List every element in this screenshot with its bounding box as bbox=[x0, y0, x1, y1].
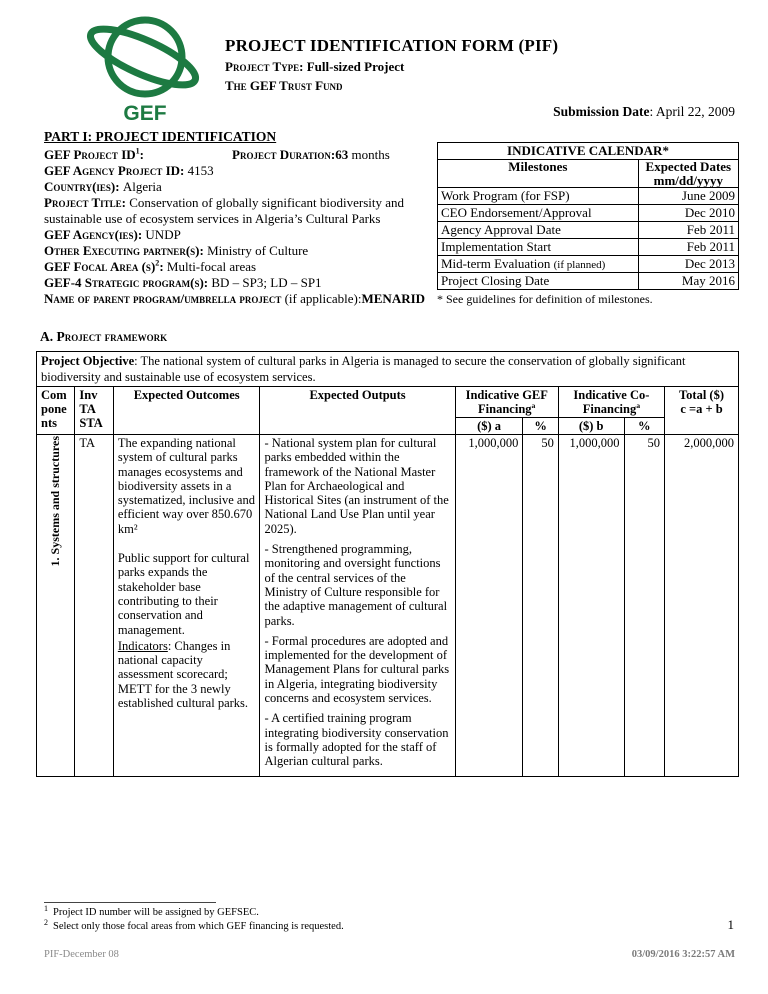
focal-area-value: Multi-focal areas bbox=[166, 259, 257, 274]
trust-fund-line: The GEF Trust Fund bbox=[225, 78, 343, 93]
gef-project-id-colon: : bbox=[139, 147, 145, 162]
project-title-label: Project Title: bbox=[44, 195, 130, 210]
project-framework-table bbox=[36, 351, 739, 777]
gef-project-id-footnote-ref: 1 bbox=[135, 146, 140, 156]
expected-outcomes-cell bbox=[113, 435, 260, 777]
project-objective-text: : The national system of cultural parks in Algeria is managed to secure the conservation of globally significant biodiversity and sustainable use of ecosystem services. bbox=[41, 354, 686, 384]
project-duration-label: Project Duration: bbox=[232, 147, 336, 162]
project-framework bbox=[36, 351, 739, 777]
header-expected-outputs: Expected Outputs bbox=[260, 387, 455, 435]
outcome-paragraph: Public support for cultural parks expands the stakeholder base contributing to their conservation and management. bbox=[117, 551, 250, 637]
gef-financing-text: Indicative GEF Financing bbox=[465, 388, 548, 416]
expected-outputs-cell bbox=[260, 435, 455, 777]
header-pct-2: % bbox=[624, 418, 664, 435]
expected-date: Feb 2011 bbox=[638, 239, 738, 256]
submission-date-value: : April 22, 2009 bbox=[649, 104, 735, 119]
expected-date: Dec 2013 bbox=[638, 256, 738, 273]
agency-project-id-label: GEF Agency Project ID: bbox=[44, 163, 188, 178]
page-number: 1 bbox=[727, 917, 734, 932]
footnote-2-text: Select only those focal areas from which GEF financing is requested. bbox=[53, 921, 344, 932]
part1-heading: PART I: PROJECT IDENTIFICATION bbox=[44, 129, 277, 144]
outcome-indicators bbox=[118, 639, 256, 710]
project-objective-cell bbox=[37, 352, 739, 387]
footer-timestamp: 03/09/2016 3:22:57 AM bbox=[631, 949, 735, 960]
calendar-col-milestones: Milestones bbox=[438, 160, 639, 188]
header-pct-1: % bbox=[523, 418, 558, 435]
output-paragraph: - Formal procedures are adopted and implemented for the development of Management Plans for cultural parks in Algeria, integrating biodiversity concerns and ecosystem services. bbox=[264, 633, 450, 706]
footer-version: PIF-December 08 bbox=[44, 949, 119, 960]
calendar-row bbox=[438, 222, 739, 239]
focal-area-footnote-ref: 2 bbox=[155, 258, 160, 268]
header-inv-ta-sta: Inv TA STA bbox=[75, 387, 113, 435]
component-cell bbox=[37, 435, 75, 777]
footnote-1 bbox=[44, 903, 259, 918]
indicators-label: Indicators bbox=[117, 638, 168, 653]
country-label: Country(ies): bbox=[44, 179, 123, 194]
total-formula: c =a + b bbox=[680, 402, 723, 416]
project-objective-label: Project Objective bbox=[41, 354, 135, 368]
expected-date: May 2016 bbox=[638, 273, 738, 290]
milestone: Agency Approval Date bbox=[438, 222, 639, 239]
co-amount-cell: 1,000,000 bbox=[558, 435, 624, 777]
gef-financing-sup: a bbox=[531, 400, 536, 410]
document-title: PROJECT IDENTIFICATION FORM (PIF) bbox=[225, 36, 559, 55]
expected-date: Dec 2010 bbox=[638, 205, 738, 222]
country-value: Algeria bbox=[122, 179, 162, 194]
gef-pct-cell: 50 bbox=[523, 435, 558, 777]
output-paragraph: - A certified training program integrating biodiversity conservation is formally adopted for the staff of Algerian cultural parks. bbox=[264, 711, 449, 769]
project-duration-value: 63 bbox=[335, 147, 349, 162]
field-focal-area bbox=[44, 259, 440, 275]
calendar-row bbox=[438, 273, 739, 290]
project-duration-unit: months bbox=[348, 147, 390, 162]
focal-area-colon: : bbox=[159, 259, 167, 274]
project-title-value: Conservation of globally significant biodiversity and sustainable use of ecosystem services in Algeria’s Cultural Parks bbox=[44, 195, 404, 226]
parent-program-label: Name of parent program/umbrella project bbox=[44, 291, 285, 306]
header-dollar-a: ($) a bbox=[455, 418, 523, 435]
milestone-main: Mid-term Evaluation bbox=[441, 256, 554, 271]
submission-date bbox=[553, 104, 735, 120]
output-paragraph: - Strengthened programming, monitoring and oversight functions of the central services of the Ministry of Culture responsible for the adaptive management of cultural parks. bbox=[264, 542, 448, 628]
footnote-1-text: Project ID number will be assigned by GEFSEC. bbox=[53, 907, 259, 918]
indicators-text: : Changes in national capacity assessment scorecard; METT for the 3 newly established cultural parks. bbox=[117, 638, 249, 711]
calendar-row bbox=[438, 188, 739, 205]
header-gef-financing bbox=[455, 387, 558, 418]
milestone-qualifier: (if planned) bbox=[553, 259, 606, 271]
milestone: CEO Endorsement/Approval bbox=[438, 205, 639, 222]
strategic-program-value: BD – SP3; LD – SP1 bbox=[211, 275, 322, 290]
strategic-program-colon: : bbox=[203, 275, 212, 290]
indicative-calendar-table bbox=[437, 142, 739, 290]
project-type-label: Project Type: bbox=[225, 59, 307, 74]
co-pct-cell: 50 bbox=[624, 435, 664, 777]
executing-partners-label: Other Executing partner(s): bbox=[44, 243, 208, 258]
field-gef-agency bbox=[44, 227, 440, 243]
footnote-2-marker: 2 bbox=[44, 917, 48, 927]
total-label: Total ($) bbox=[678, 388, 725, 402]
milestone: Work Program (for FSP) bbox=[438, 188, 639, 205]
parent-program-value: MENARID bbox=[361, 291, 426, 306]
calendar-col-dates-line2: mm/dd/yyyy bbox=[653, 172, 723, 188]
expected-date: June 2009 bbox=[638, 188, 738, 205]
submission-date-label: Submission Date bbox=[553, 104, 650, 119]
header-components: Components bbox=[37, 387, 75, 435]
header-total bbox=[665, 387, 739, 435]
project-type-value: Full-sized Project bbox=[306, 59, 405, 74]
expected-date: Feb 2011 bbox=[638, 222, 738, 239]
header-dollar-b: ($) b bbox=[558, 418, 624, 435]
section-a-heading bbox=[40, 329, 167, 345]
focal-area-label: GEF Focal Area (s) bbox=[44, 259, 156, 274]
gef-logo bbox=[83, 10, 203, 130]
co-financing-sup: a bbox=[636, 400, 641, 410]
field-parent-program bbox=[44, 291, 440, 307]
section-a-prefix: A. bbox=[40, 329, 57, 344]
project-info-block bbox=[44, 147, 440, 307]
field-agency-project-id bbox=[44, 163, 440, 179]
output-paragraph: - National system plan for cultural parks embedded within the framework of the National Master Plan for Archaeological and Historical Sites (an instrument of the National Land Use Plan until year 2025). bbox=[264, 436, 449, 536]
field-strategic-program bbox=[44, 275, 440, 291]
strategic-program-label: GEF-4 Strategic program(s) bbox=[44, 275, 204, 290]
field-project-duration bbox=[232, 147, 390, 162]
gef-logo-text: GEF bbox=[123, 102, 167, 125]
framework-row-1 bbox=[37, 435, 739, 777]
total-cell: 2,000,000 bbox=[665, 435, 739, 777]
parent-program-qualifier: (if applicable): bbox=[284, 291, 362, 306]
gef-globe-icon bbox=[83, 10, 203, 125]
calendar-title: INDICATIVE CALENDAR* bbox=[438, 143, 739, 160]
calendar-row bbox=[438, 205, 739, 222]
calendar-row bbox=[438, 239, 739, 256]
inv-cell: TA bbox=[75, 435, 113, 777]
gef-agency-value: UNDP bbox=[145, 227, 181, 242]
footnote-2 bbox=[44, 917, 344, 932]
header-co-financing bbox=[558, 387, 664, 418]
footnote-1-marker: 1 bbox=[44, 903, 48, 913]
field-gef-project-id bbox=[44, 147, 440, 163]
milestone bbox=[438, 256, 639, 273]
gef-agency-label: GEF Agency(ies): bbox=[44, 227, 146, 242]
header-expected-outcomes: Expected Outcomes bbox=[113, 387, 260, 435]
agency-project-id-value: 4153 bbox=[187, 163, 214, 178]
project-type-line bbox=[225, 59, 645, 75]
calendar-col-dates bbox=[638, 160, 738, 188]
milestone: Project Closing Date bbox=[438, 273, 639, 290]
field-executing-partners bbox=[44, 243, 440, 259]
section-a-title: Project framework bbox=[56, 329, 168, 344]
field-country bbox=[44, 179, 440, 195]
executing-partners-value: Ministry of Culture bbox=[207, 243, 309, 258]
gef-project-id-label: GEF Project ID bbox=[44, 147, 136, 162]
milestone: Implementation Start bbox=[438, 239, 639, 256]
calendar-row bbox=[438, 256, 739, 273]
outcome-paragraph: The expanding national system of cultural parks manages ecosystems and biodiversity assets in a systematized, inclusive and efficient way over 850.670 km² bbox=[117, 436, 255, 536]
field-project-title bbox=[44, 195, 440, 227]
indicative-calendar bbox=[437, 142, 739, 307]
co-financing-text: Indicative Co-Financing bbox=[573, 388, 650, 416]
calendar-footnote: * See guidelines for definition of milestones. bbox=[437, 292, 653, 306]
footnote-separator bbox=[44, 902, 216, 903]
title-block bbox=[225, 36, 645, 94]
component-label: 1. Systems and structures bbox=[48, 436, 63, 567]
calendar-col-dates-line1: Expected Dates bbox=[645, 159, 732, 174]
gef-amount-cell: 1,000,000 bbox=[455, 435, 523, 777]
